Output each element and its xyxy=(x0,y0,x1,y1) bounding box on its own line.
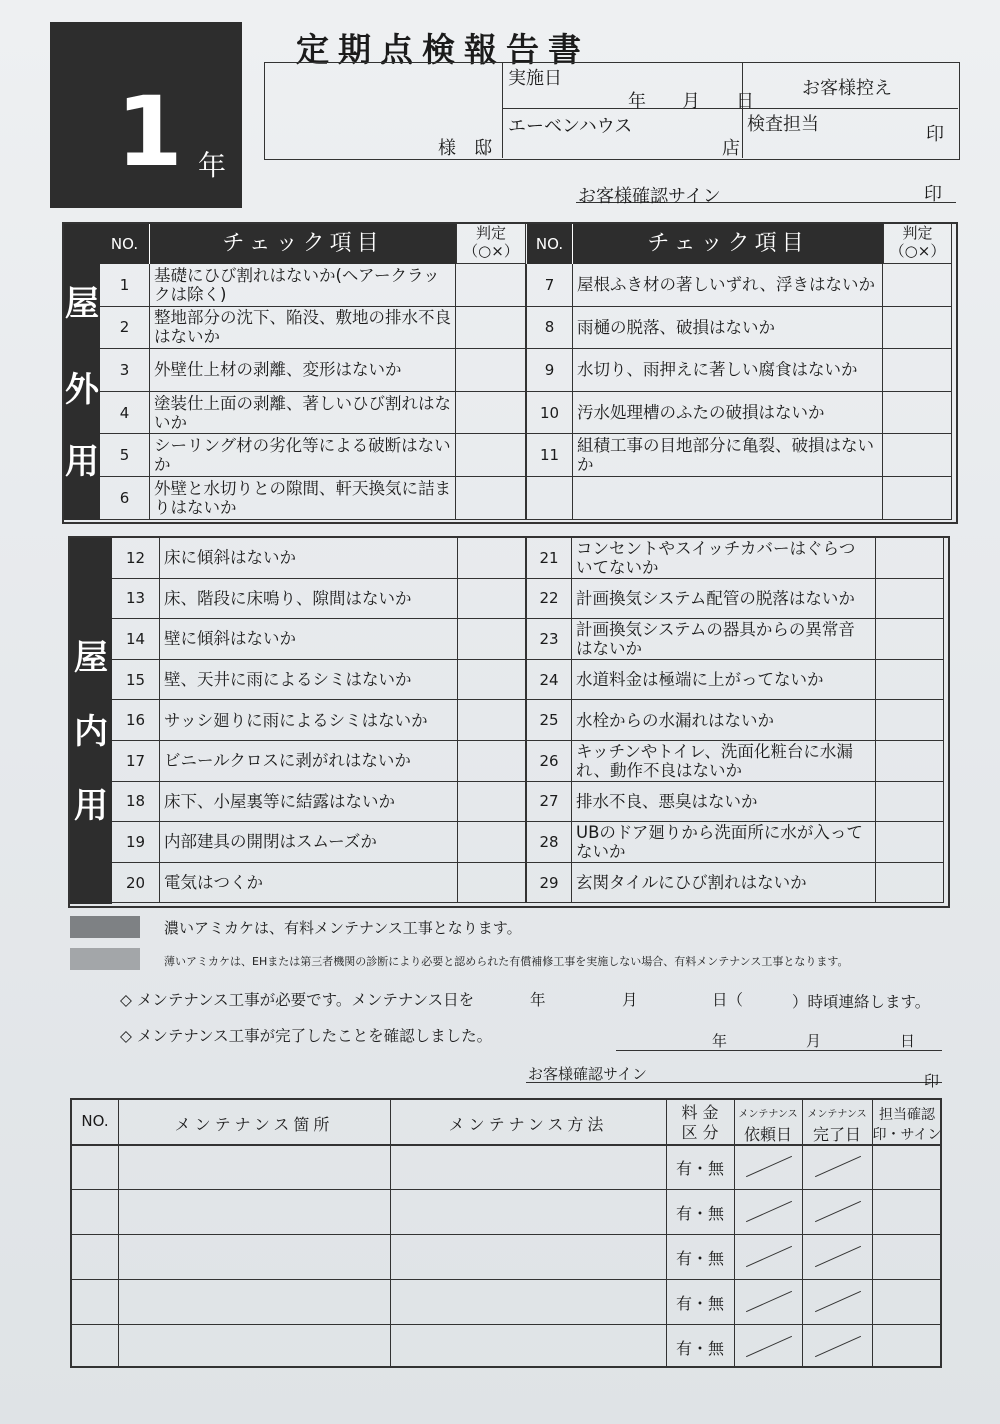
judgement-cell[interactable] xyxy=(458,782,526,823)
year-number: 1 xyxy=(116,76,183,188)
divider xyxy=(502,62,503,158)
date-slash xyxy=(746,1201,792,1222)
judgement-cell[interactable] xyxy=(456,392,526,435)
notice-year: 年 xyxy=(530,991,546,1009)
dark-shading-note: 濃いアミカケは、有料メンテナンス工事となります。 xyxy=(164,919,522,937)
check-item-text: サッシ廻りに雨によるシミはないか xyxy=(160,700,458,741)
inspection-date-label: 実施日 xyxy=(508,68,562,89)
inspection-date-value: 年 月 日 xyxy=(628,91,754,112)
judgement-cell[interactable] xyxy=(458,660,526,701)
judgement-cell[interactable] xyxy=(883,307,952,350)
light-shading-note: 薄いアミカケは、EHまたは第三者機関の診断により必要と認められた有償補修工事を実施しない場合、有料メンテナンス工事となります。 xyxy=(164,955,849,968)
check-no: 4 xyxy=(100,392,150,435)
check-no: 3 xyxy=(100,349,150,392)
check-no: 5 xyxy=(100,434,150,477)
method-input[interactable] xyxy=(390,1234,666,1279)
check-item-text: 整地部分の沈下、陥没、敷地の排水不良はないか xyxy=(150,307,456,350)
place-input[interactable] xyxy=(118,1144,390,1189)
completion-month: 月 xyxy=(806,1032,822,1050)
check-item-text: 床に傾斜はないか xyxy=(160,538,458,579)
check-no: 29 xyxy=(526,863,572,904)
judgement-cell[interactable] xyxy=(876,863,944,904)
judgement-cell[interactable] xyxy=(458,863,526,904)
date-slash xyxy=(746,1246,792,1267)
completion-year: 年 xyxy=(712,1032,728,1050)
notice-needed: ◇ メンテナンス工事が必要です。メンテナンス日を xyxy=(120,991,475,1009)
mt-header-request-date: メンテナンス 依頼日 xyxy=(738,1109,798,1144)
check-item-text: 計画換気システム配管の脱落はないか xyxy=(572,579,876,620)
judgement-cell[interactable] xyxy=(458,700,526,741)
mt-header-method: メンテナンス方法 xyxy=(448,1115,608,1134)
judgement-cell[interactable] xyxy=(456,264,526,307)
check-item-text: 水切り、雨押えに著しい腐食はないか xyxy=(573,349,883,392)
notice-day: 日（ xyxy=(712,991,744,1009)
check-item-text: 内部建具の開閉はスムーズか xyxy=(160,822,458,863)
inspector-seal-mark: 印 xyxy=(926,124,944,145)
judgement-cell[interactable] xyxy=(456,434,526,477)
fee-option[interactable]: 有・無 xyxy=(675,1204,724,1223)
check-no: 28 xyxy=(526,822,572,863)
fee-option[interactable]: 有・無 xyxy=(675,1159,724,1178)
mt-header-staff: 担当確認 印・サイン xyxy=(872,1107,942,1143)
place-input[interactable] xyxy=(118,1189,390,1234)
completion-day: 日 xyxy=(900,1032,916,1050)
check-no: 11 xyxy=(526,434,573,477)
check-no: 26 xyxy=(526,741,572,782)
col-no-header: NO. xyxy=(100,224,150,264)
check-item-text: 外壁と水切りとの隙間、軒天換気に詰まりはないか xyxy=(150,477,456,520)
judgement-cell[interactable] xyxy=(458,538,526,579)
fee-option[interactable]: 有・無 xyxy=(675,1339,724,1358)
check-item-text: 塗装仕上面の剥離、著しいひび割れはないか xyxy=(150,392,456,435)
method-input[interactable] xyxy=(390,1279,666,1324)
branch-suffix: 店 xyxy=(722,138,740,159)
company-name: エーベンハウス xyxy=(508,116,633,137)
judgement-cell[interactable] xyxy=(458,579,526,620)
notice-time: ）時頃連絡します。 xyxy=(792,993,931,1011)
check-item-text: 基礎にひび割れはないか(ヘアークラックは除く) xyxy=(150,264,456,307)
method-input[interactable] xyxy=(390,1144,666,1189)
check-item-text: 外壁仕上材の剥離、変形はないか xyxy=(150,349,456,392)
check-no: 18 xyxy=(112,782,160,823)
judgement-cell[interactable] xyxy=(456,349,526,392)
notice-completed: ◇ メンテナンス工事が完了したことを確認しました。 xyxy=(120,1027,493,1045)
date-slash xyxy=(815,1336,861,1357)
check-no: 24 xyxy=(526,660,572,701)
date-slash xyxy=(746,1156,792,1177)
check-no: 15 xyxy=(112,660,160,701)
judgement-cell[interactable] xyxy=(876,660,944,701)
judgement-cell[interactable] xyxy=(458,822,526,863)
check-item-text: 電気はつくか xyxy=(160,863,458,904)
check-item-text: シーリング材の劣化等による破断はないか xyxy=(150,434,456,477)
inspector-label: 検査担当 xyxy=(747,114,819,135)
judgement-cell[interactable] xyxy=(456,307,526,350)
customer-sign-seal: 印 xyxy=(924,184,942,205)
judgement-cell[interactable] xyxy=(456,477,526,520)
check-item-text: UBのドア廻りから洗面所に水が入ってないか xyxy=(572,822,876,863)
check-item-text: ビニールクロスに剥がれはないか xyxy=(160,741,458,782)
interior-side-label: 屋 内 用 xyxy=(70,538,112,904)
year-unit: 年 xyxy=(198,149,227,182)
check-no: 1 xyxy=(100,264,150,307)
col-judge-header: 判定 （○×） xyxy=(456,224,526,264)
notice-month: 月 xyxy=(622,991,638,1009)
completion-sign-seal: 印 xyxy=(924,1072,940,1090)
light-shading-swatch xyxy=(70,948,140,970)
check-item-text: 壁に傾斜はないか xyxy=(160,619,458,660)
fee-option[interactable]: 有・無 xyxy=(675,1294,724,1313)
check-item-text: 屋根ふき材の著しいずれ、浮きはないか xyxy=(573,264,883,307)
check-item-text: キッチンやトイレ、洗面化粧台に水漏れ、動作不良はないか xyxy=(572,741,876,782)
check-no xyxy=(526,477,573,520)
check-item-text xyxy=(573,477,883,520)
check-item-text: 水道料金は極端に上がってないか xyxy=(572,660,876,701)
maintenance-table xyxy=(70,1098,942,1368)
col-item-header: チェック項目 xyxy=(573,224,883,264)
check-item-text: 汚水処理槽のふたの破損はないか xyxy=(573,392,883,435)
check-no: 13 xyxy=(112,579,160,620)
check-no: 21 xyxy=(526,538,572,579)
date-slash xyxy=(746,1336,792,1357)
customer-copy-label: お客様控え xyxy=(802,78,892,99)
judgement-cell[interactable] xyxy=(876,741,944,782)
judgement-cell[interactable] xyxy=(883,264,952,307)
judgement-cell[interactable] xyxy=(458,619,526,660)
date-slash xyxy=(815,1291,861,1312)
check-no: 20 xyxy=(112,863,160,904)
mt-header-fee: 料 金 区 分 xyxy=(681,1103,719,1142)
col-no-header: NO. xyxy=(527,224,573,264)
check-item-text: 計画換気システムの器具からの異常音はないか xyxy=(572,619,876,660)
mt-header-no: NO. xyxy=(81,1112,109,1130)
check-item-text: 床、階段に床鳴り、隙間はないか xyxy=(160,579,458,620)
judgement-cell[interactable] xyxy=(876,579,944,620)
completion-sign-label: お客様確認サイン xyxy=(528,1065,647,1083)
date-slash xyxy=(746,1291,792,1312)
check-item-text: 壁、天井に雨によるシミはないか xyxy=(160,660,458,701)
place-input[interactable] xyxy=(118,1234,390,1279)
check-item-text: 排水不良、悪臭はないか xyxy=(572,782,876,823)
check-no: 12 xyxy=(112,538,160,579)
judgement-cell[interactable] xyxy=(876,619,944,660)
check-item-text: 玄関タイルにひび割れはないか xyxy=(572,863,876,904)
judgement-cell[interactable] xyxy=(883,477,952,520)
check-no: 2 xyxy=(100,307,150,350)
check-item-text: コンセントやスイッチカバーはぐらついてないか xyxy=(572,538,876,579)
check-no: 17 xyxy=(112,741,160,782)
check-no: 16 xyxy=(112,700,160,741)
judgement-cell[interactable] xyxy=(458,741,526,782)
check-no: 23 xyxy=(526,619,572,660)
place-input[interactable] xyxy=(118,1279,390,1324)
customer-name-suffix: 様 邸 xyxy=(438,138,492,159)
check-item-text: 雨樋の脱落、破損はないか xyxy=(573,307,883,350)
judgement-cell[interactable] xyxy=(883,349,952,392)
mt-header-done-date: メンテナンス 完了日 xyxy=(807,1109,867,1144)
check-no: 22 xyxy=(526,579,572,620)
check-no: 27 xyxy=(526,782,572,823)
check-item-text: 床下、小屋裏等に結露はないか xyxy=(160,782,458,823)
method-input[interactable] xyxy=(390,1324,666,1369)
place-input[interactable] xyxy=(118,1324,390,1369)
fee-option[interactable]: 有・無 xyxy=(675,1249,724,1268)
mt-header-place: メンテナンス箇所 xyxy=(174,1115,334,1134)
year-badge xyxy=(50,22,242,208)
judgement-cell[interactable] xyxy=(876,538,944,579)
completion-date-line[interactable] xyxy=(616,1050,942,1051)
check-no: 9 xyxy=(526,349,573,392)
col-item-header: チェック項目 xyxy=(150,224,456,264)
check-no: 7 xyxy=(526,264,573,307)
judgement-cell[interactable] xyxy=(876,782,944,823)
exterior-side-label: 屋 外 用 xyxy=(64,224,100,520)
date-slash xyxy=(815,1156,861,1177)
check-no: 14 xyxy=(112,619,160,660)
judgement-cell[interactable] xyxy=(883,434,952,477)
check-no: 19 xyxy=(112,822,160,863)
date-slash xyxy=(815,1246,861,1267)
method-input[interactable] xyxy=(390,1189,666,1234)
check-no: 6 xyxy=(100,477,150,520)
check-item-text: 組積工事の目地部分に亀裂、破損はないか xyxy=(573,434,883,477)
judgement-cell[interactable] xyxy=(876,700,944,741)
dark-shading-swatch xyxy=(70,916,140,938)
page-title: 定期点検報告書 xyxy=(296,30,590,69)
check-item-text: 水栓からの水漏れはないか xyxy=(572,700,876,741)
check-no: 25 xyxy=(526,700,572,741)
check-no: 8 xyxy=(526,307,573,350)
judgement-cell[interactable] xyxy=(876,822,944,863)
judgement-cell[interactable] xyxy=(883,392,952,435)
date-slash xyxy=(815,1201,861,1222)
customer-sign-label: お客様確認サイン xyxy=(578,186,721,207)
check-no: 10 xyxy=(526,392,573,435)
col-judge-header: 判定 （○×） xyxy=(883,224,952,264)
